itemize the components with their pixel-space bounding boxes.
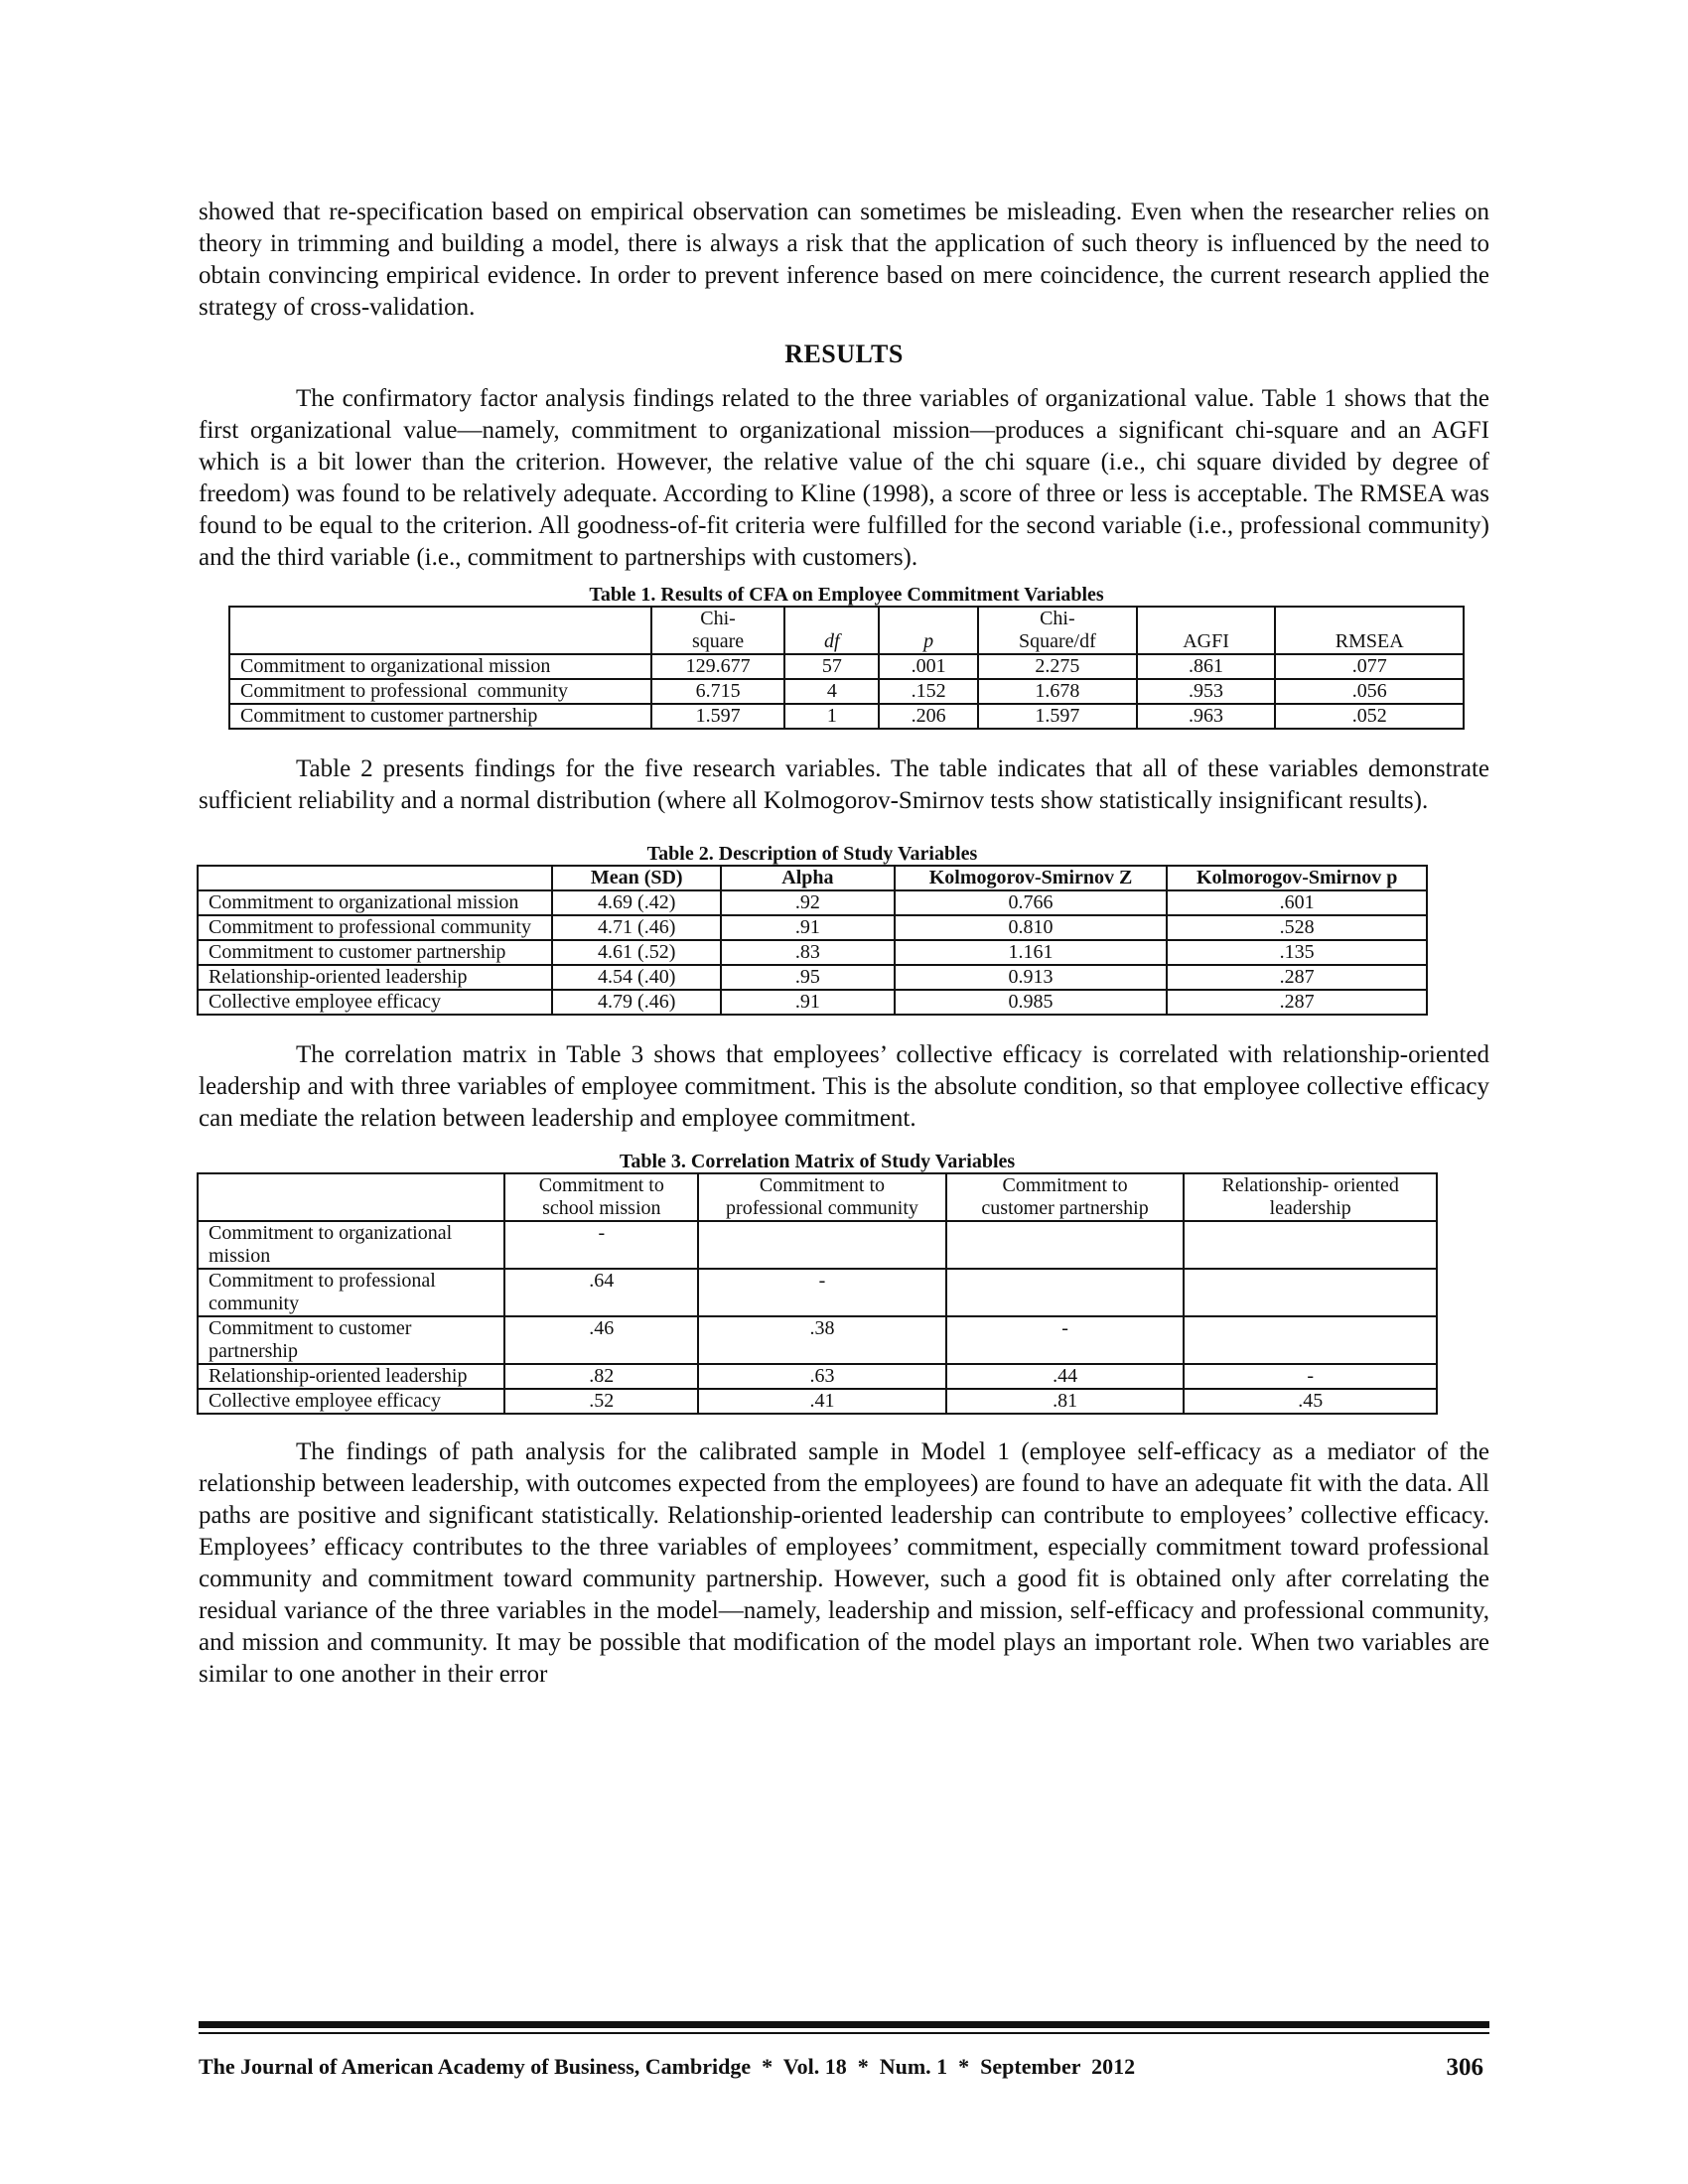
table-cell: Commitment to customer partnership xyxy=(198,940,552,965)
table-3-header-row xyxy=(198,1173,1437,1221)
table-cell: 0.985 xyxy=(895,990,1168,1015)
table-cell: Commitment to professional community xyxy=(198,915,552,940)
table-3-block xyxy=(197,1151,1438,1415)
table-cell: .953 xyxy=(1137,679,1276,704)
table-cell: 129.677 xyxy=(651,654,785,679)
table-cell: .001 xyxy=(879,654,978,679)
table-2-header-cell xyxy=(198,866,552,890)
table-cell: Relationship-oriented leadership xyxy=(198,965,552,990)
table-3-caption: Table 3. Correlation Matrix of Study Variables xyxy=(619,1151,1016,1172)
table-cell: Commitment to professional community xyxy=(198,1269,504,1316)
table-2-header-cell: Kolmorogov-Smirnov p xyxy=(1167,866,1427,890)
table-3-header-cell xyxy=(198,1173,504,1221)
table-cell: .64 xyxy=(504,1269,698,1316)
table-cell: - xyxy=(1184,1364,1437,1389)
table-1-header-cell xyxy=(651,607,785,654)
table-cell: .287 xyxy=(1167,965,1427,990)
table-1-header-cell: p xyxy=(879,607,978,654)
table-cell: .92 xyxy=(721,890,895,915)
table-2-header-cell: Mean (SD) xyxy=(552,866,721,890)
table-row xyxy=(229,679,1464,704)
table-cell: .206 xyxy=(879,704,978,729)
page-number: 306 xyxy=(1446,2054,1483,2081)
table-cell: - xyxy=(946,1316,1185,1364)
table-cell: Relationship-oriented leadership xyxy=(198,1364,504,1389)
footer-rule-thin xyxy=(199,2032,1489,2034)
table-cell: .91 xyxy=(721,915,895,940)
section-heading-results: RESULTS xyxy=(784,340,904,368)
table-cell: 0.913 xyxy=(895,965,1168,990)
table-cell: .528 xyxy=(1167,915,1427,940)
table-cell: .152 xyxy=(879,679,978,704)
table-row xyxy=(198,1316,1437,1364)
table-cell: .41 xyxy=(698,1389,946,1414)
table-cell: 2.275 xyxy=(978,654,1137,679)
table-cell: 4.54 (.40) xyxy=(552,965,721,990)
table-row xyxy=(198,990,1427,1015)
table-2-caption: Table 2. Description of Study Variables xyxy=(646,843,978,865)
table-cell: Collective employee efficacy xyxy=(198,990,552,1015)
table-cell: .91 xyxy=(721,990,895,1015)
table-cell: 1.597 xyxy=(978,704,1137,729)
table-cell: .81 xyxy=(946,1389,1185,1414)
table-1-header-row xyxy=(229,607,1464,654)
table-3-header-cell: Commitment to school mission xyxy=(504,1173,698,1221)
table-1-header-cell: df xyxy=(784,607,879,654)
table-row xyxy=(229,654,1464,679)
table-cell: .46 xyxy=(504,1316,698,1364)
table-cell: .38 xyxy=(698,1316,946,1364)
table-row xyxy=(198,1364,1437,1389)
table-1-caption: Table 1. Results of CFA on Employee Commitment Variables xyxy=(589,584,1104,606)
table-cell: .82 xyxy=(504,1364,698,1389)
table-cell xyxy=(946,1269,1185,1316)
table-cell: 4.71 (.46) xyxy=(552,915,721,940)
table-cell: 0.766 xyxy=(895,890,1168,915)
table-2-block xyxy=(197,843,1428,1016)
table-3-header-cell: Commitment to customer partnership xyxy=(946,1173,1185,1221)
paragraph-table3: The correlation matrix in Table 3 shows that employees’ collective efficacy is correlated with relationship-oriented leadership and with three variables of employee commitment. This is the absolute condition, so that employee collective efficacy can mediate the relation between leadership and employee commitment. xyxy=(199,1041,1489,1132)
table-1-block xyxy=(228,584,1465,730)
paragraph-results: The confirmatory factor analysis findings related to the three variables of organizational value. Table 1 shows that the first organizational value—namely, commitment to organizational mission—produces a significant chi-square and an AGFI which is a bit lower than the criterion. However, the relative value of the chi square (i.e., chi square divided by degree of freedom) was found to be relatively adequate. According to Kline (1998), a score of three or less is acceptable. The RMSEA was found to be equal to the criterion. All goodness-of-fit criteria were fulfilled for the second variable (i.e., professional community) and the third variable (i.e., commitment to partnerships with customers). xyxy=(199,385,1489,571)
table-cell xyxy=(946,1221,1185,1269)
table-cell: .077 xyxy=(1275,654,1464,679)
table-cell: Commitment to customer partnership xyxy=(198,1316,504,1364)
table-cell: - xyxy=(504,1221,698,1269)
table-row xyxy=(198,1221,1437,1269)
table-cell xyxy=(1184,1316,1437,1364)
table-cell: .287 xyxy=(1167,990,1427,1015)
table-cell: Collective employee efficacy xyxy=(198,1389,504,1414)
paragraph-table2: Table 2 presents findings for the five research variables. The table indicates that all of these variables demonstrate sufficient reliability and a normal distribution (where all Kolmogorov-Smirnov tests show statistically insignificant results). xyxy=(199,755,1489,814)
table-row xyxy=(198,915,1427,940)
table-cell xyxy=(1184,1221,1437,1269)
paragraph-intro: showed that re-specification based on empirical observation can sometimes be misleading. Even when the researcher relies on theory in trimming and building a model, there is always a risk that the application of such theory is influenced by the need to obtain convincing empirical evidence. In order to prevent inference based on mere coincidence, the current research applied the strategy of cross-validation. xyxy=(199,199,1489,321)
table-cell: 4.61 (.52) xyxy=(552,940,721,965)
table-cell: 1.597 xyxy=(651,704,785,729)
table-3-header-cell: Relationship- oriented leadership xyxy=(1184,1173,1437,1221)
table-cell: 4.69 (.42) xyxy=(552,890,721,915)
table-row xyxy=(198,965,1427,990)
table-cell: .601 xyxy=(1167,890,1427,915)
table-cell: .45 xyxy=(1184,1389,1437,1414)
table-3 xyxy=(197,1172,1438,1415)
table-1-header-cell xyxy=(978,607,1137,654)
table-cell: .52 xyxy=(504,1389,698,1414)
table-cell: .44 xyxy=(946,1364,1185,1389)
table-cell: .861 xyxy=(1137,654,1276,679)
table-cell: .135 xyxy=(1167,940,1427,965)
table-cell: - xyxy=(698,1269,946,1316)
table-3-header-cell: Commitment to professional community xyxy=(698,1173,946,1221)
table-cell: 0.810 xyxy=(895,915,1168,940)
paragraph-path-analysis: The findings of path analysis for the calibrated sample in Model 1 (employee self-efficacy as a mediator of the relationship between leadership, with outcomes expected from the employees) are found to have an adequate fit with the data. All paths are positive and significant statistically. Relationship-oriented leadership can contribute to employees’ collective efficacy. Employees’ efficacy contributes to the three variables of employees’ commitment, especially commitment toward professional community and commitment toward community partnership. However, such a good fit is obtained only after correlating the residual variance of the three variables in the model—namely, leadership and mission, self-efficacy and professional community, and mission and community. It may be possible that modification of the model plays an important role. When two variables are similar to one another in their error xyxy=(199,1438,1489,1688)
table-cell: .95 xyxy=(721,965,895,990)
table-1-header-cell: AGFI xyxy=(1137,607,1276,654)
footer-rule-thick xyxy=(199,2021,1489,2028)
header-chi-part2: square xyxy=(691,630,745,652)
table-1-header-cell: RMSEA xyxy=(1275,607,1464,654)
table-2-header-cell: Alpha xyxy=(721,866,895,890)
table-1 xyxy=(228,606,1465,730)
table-cell: .963 xyxy=(1137,704,1276,729)
table-2 xyxy=(197,865,1428,1016)
header-chisq-part1: Chi- xyxy=(1040,608,1075,629)
table-cell: Commitment to organizational mission xyxy=(198,890,552,915)
table-cell xyxy=(1184,1269,1437,1316)
header-chisq-part2: Square/df xyxy=(1018,630,1096,652)
table-cell xyxy=(698,1221,946,1269)
page-content xyxy=(199,197,1489,1691)
footer-journal-citation: The Journal of American Academy of Business, Cambridge * Vol. 18 * Num. 1 * September 2012 xyxy=(199,2054,1136,2079)
table-cell: .83 xyxy=(721,940,895,965)
table-row xyxy=(198,890,1427,915)
table-1-header-cell xyxy=(229,607,651,654)
table-row xyxy=(229,704,1464,729)
table-cell: .63 xyxy=(698,1364,946,1389)
table-2-header-cell: Kolmogorov-Smirnov Z xyxy=(895,866,1168,890)
table-2-header-row xyxy=(198,866,1427,890)
table-cell: 4.79 (.46) xyxy=(552,990,721,1015)
table-cell: 1 xyxy=(784,704,879,729)
table-cell: Commitment to professional community xyxy=(229,679,651,704)
table-row xyxy=(198,1269,1437,1316)
table-cell: 6.715 xyxy=(651,679,785,704)
table-row xyxy=(198,1389,1437,1414)
table-cell: Commitment to customer partnership xyxy=(229,704,651,729)
table-cell: Commitment to organizational mission xyxy=(229,654,651,679)
table-cell: .052 xyxy=(1275,704,1464,729)
table-cell: 4 xyxy=(784,679,879,704)
table-row xyxy=(198,940,1427,965)
table-cell: 1.678 xyxy=(978,679,1137,704)
table-cell: 57 xyxy=(784,654,879,679)
header-chi-part1: Chi- xyxy=(700,608,736,629)
table-cell: 1.161 xyxy=(895,940,1168,965)
table-cell: Commitment to organizational mission xyxy=(198,1221,504,1269)
table-cell: .056 xyxy=(1275,679,1464,704)
